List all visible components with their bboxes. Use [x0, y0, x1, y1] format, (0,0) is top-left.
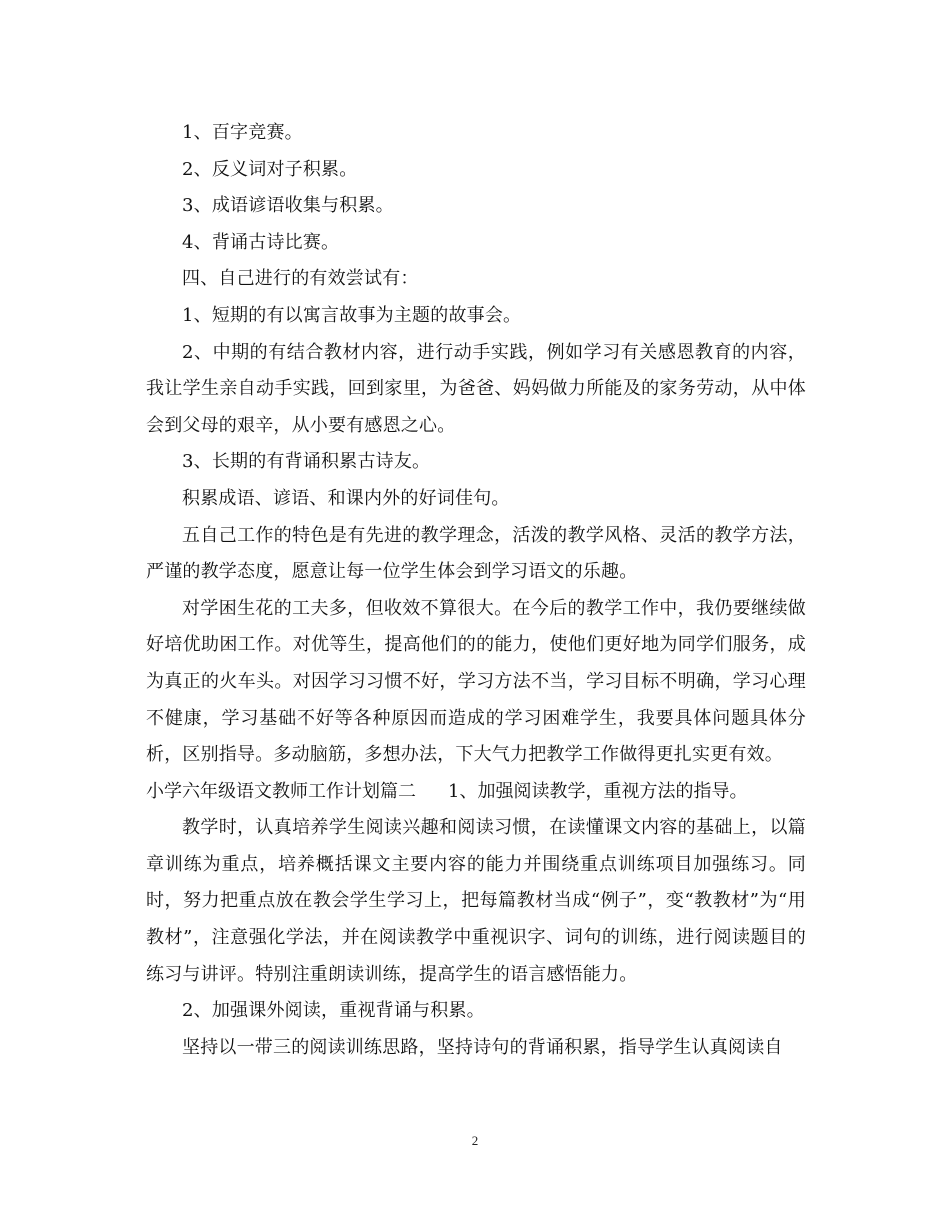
section-title: 小学六年级语文教师工作计划篇二 — [146, 780, 416, 802]
document-body — [146, 115, 806, 1066]
paragraph-short-term: 1、短期的有以寓言故事为主题的故事会。 — [182, 304, 522, 326]
paragraph-mid-term: 2、中期的有结合教材内容，进行动手实践，例如学习有关感恩教育的内容，我让学生亲自动手实践，回到家里，为爸爸、妈妈做力所能及的家务劳动，从中体会到父母的艰辛，从小要有感恩之心。 — [146, 341, 806, 436]
paragraph-accumulate: 积累成语、谚语、和课内外的好词佳句。 — [182, 487, 510, 509]
section-heading-line — [146, 774, 806, 811]
paragraph-reading-training: 坚持以一带三的阅读训练思路，坚持诗句的背诵积累，指导学生认真阅读自 — [182, 1036, 783, 1058]
section-first-item: 1、加强阅读教学，重视方法的指导。 — [448, 780, 748, 802]
paragraph-extracurricular: 2、加强课外阅读，重视背诵与积累。 — [182, 1000, 485, 1022]
paragraph-long-term: 3、长期的有背诵积累古诗友。 — [182, 451, 431, 473]
paragraph-item-1: 1、百字竞赛。 — [182, 122, 303, 143]
page-number: 2 — [471, 1133, 479, 1148]
paragraph-section-four: 四、自己进行的有效尝试有： — [182, 268, 419, 290]
paragraph-item-4: 4、背诵古诗比赛。 — [182, 231, 340, 253]
paragraph-item-2: 2、反义词对子积累。 — [182, 158, 358, 180]
paragraph-teaching: 教学时，认真培养学生阅读兴趣和阅读习惯，在读懂课文内容的基础上，以篇章训练为重点，培养概括课文主要内容的能力并围绕重点训练项目加强练习。同时，努力把重点放在教会学生学习上，把每篇教材当成“例子”，变“教教材”为“用教材”，注意强化学法，并在阅读教学中重视识字、词句的训练，进行阅读题目的练习与讲评。特别注重朗读训练，提高学生的语言感悟能力。 — [146, 817, 806, 985]
paragraph-section-five: 五自己工作的特色是有先进的教学理念，活泼的教学风格、灵活的教学方法，严谨的教学态度，愿意让每一位学生体会到学习语文的乐趣。 — [146, 524, 806, 583]
paragraph-struggling-students: 对学困生花的工夫多，但收效不算很大。在今后的教学工作中，我仍要继续做好培优助困工作。对优等生，提高他们的的能力，使他们更好地为同学们服务，成为真正的火车头。对因学习习惯不好，学习方法不当，学习目标不明确，学习心理不健康，学习基础不好等各种原因而造成的学习困难学生，我要具体问题具体分析，区别指导。多动脑筋，多想办法，下大气力把教学工作做得更扎实更有效。 — [146, 597, 806, 766]
paragraph-item-3: 3、成语谚语收集与积累。 — [182, 195, 394, 217]
